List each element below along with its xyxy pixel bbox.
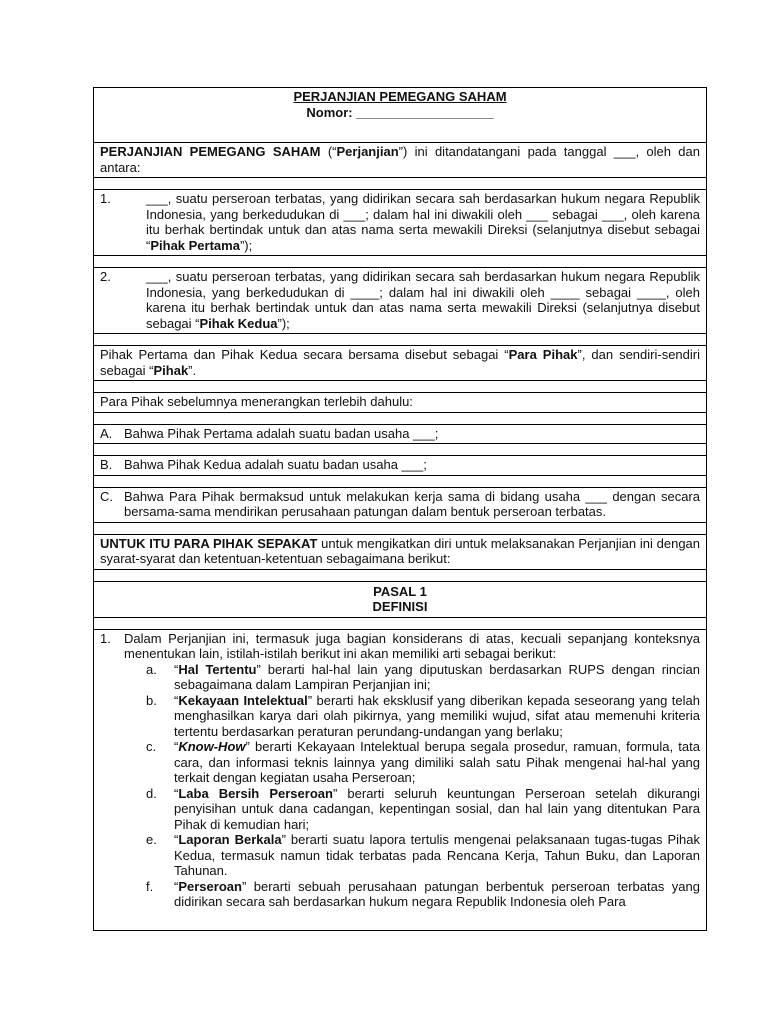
party-two — [94, 268, 706, 334]
recital-intro: Para Pihak sebelumnya menerangkan terlebih dahulu: — [94, 393, 706, 413]
agreement-paragraph: UNTUK ITU PARA PIHAK SEPAKAT untuk mengikatkan diri untuk melaksanakan Perjanjian ini dengan syarat-syarat dan ketentuan-ketentuan sebagaimana berikut: — [94, 535, 706, 570]
spacer-row — [94, 523, 706, 535]
spacer-row — [94, 476, 706, 488]
spacer-row — [94, 178, 706, 190]
spacer-row — [94, 413, 706, 425]
party-two-text: ___, suatu perseroan terbatas, yang didirikan secara sah berdasarkan hukum negara Republik Indonesia, yang berkedudukan di ____; dalam hal ini diwakili oleh ____ sebagai ____, oleh karena itu berhak bertindak untuk dan atas nama serta mewakili Direksi (selanjutnya disebut sebagai “Pihak Kedua”); — [146, 269, 700, 331]
party-one-number: 1. — [100, 191, 111, 206]
pasal-number: PASAL 1 — [373, 583, 427, 599]
para-pihak-paragraph: Pihak Pertama dan Pihak Kedua secara bersama disebut sebagai “Para Pihak”, dan sendiri-sendiri sebagai “Pihak”. — [94, 346, 706, 381]
spacer-row — [94, 381, 706, 393]
title-block — [94, 88, 706, 143]
definition-item: c. “Know-How” berarti Kekayaan Intelektual berupa segala prosedur, ramuan, formula, tata cara, dan informasi teknis lainnya yang dimiliki salah satu Pihak mengenai hal-hal yang terkait dengan kegiatan usaha Perseroan; — [146, 739, 700, 785]
definitions-intro: 1. Dalam Perjanjian ini, termasuk juga bagian konsiderans di atas, kecuali sepanjang konteksnya menentukan lain, istilah-istilah berikut ini akan memiliki arti sebagai berikut: — [100, 630, 700, 661]
spacer-row — [94, 256, 706, 268]
pasal-title: DEFINISI — [372, 599, 428, 614]
spacer-row — [94, 570, 706, 582]
document-page — [93, 87, 707, 931]
definition-item: e. “Laporan Berkala” berarti suatu lapora tertulis mengenai pelaksanaan tugas-tugas Pihak Kedua, termasuk namun tidak terbatas pada Rencana Kerja, Tahun Buku, dan Laporan Tahunan. — [146, 832, 701, 878]
party-two-number: 2. — [100, 269, 111, 284]
document-number: Nomor: ___________________ — [306, 105, 494, 120]
pasal-heading — [94, 582, 706, 618]
recital-b: B. Bahwa Pihak Kedua adalah suatu badan usaha ___; — [94, 456, 706, 476]
spacer-row — [94, 444, 706, 456]
definition-item: b. “Kekayaan Intelektual” berarti hak eksklusif yang diberikan kepada seseorang yang telah menghasilkan karya dari olah pikirnya, yang memiliki wujud, sifat atau memenuhi kriteria tertentu berdasarkan peraturan perundang-undangan yang berlaku; — [146, 692, 700, 739]
definitions-list — [100, 662, 700, 910]
spacer-row — [94, 618, 706, 630]
definition-item: a. “Hal Tertentu” berarti hal-hal lain yang diputuskan berdasarkan RUPS dengan rincian sebagaimana dalam Lampiran Perjanjian ini; — [146, 661, 700, 692]
recital-c: C. Bahwa Para Pihak bermaksud untuk melakukan kerja sama di bidang usaha ___ dengan secara bersama-sama mendirikan perusahaan patungan dalam bentuk perseroan terbatas. — [94, 488, 706, 523]
recital-a: A. Bahwa Pihak Pertama adalah suatu badan usaha ___; — [94, 425, 706, 445]
definition-item: d. “Laba Bersih Perseroan” berarti seluruh keuntungan Perseroan setelah dikurangi penyisihan untuk dana cadangan, kepentingan sosial, dan hal lain yang ditentukan Para Pihak di kemudian hari; — [146, 785, 701, 832]
party-one-text: ___, suatu perseroan terbatas, yang didirikan secara sah berdasarkan hukum negara Republik Indonesia, yang berkedudukan di ___; dalam hal ini diwakili oleh ___ sebagai ___, oleh karena itu berhak bertindak untuk dan atas nama serta mewakili Direksi (selanjutnya disebut sebagai “Pihak Pertama”); — [146, 191, 700, 253]
definitions-section — [94, 630, 706, 912]
spacer-row — [94, 334, 706, 346]
definition-item: f. “Perseroan” berarti sebuah perusahaan patungan berbentuk perseroan terbatas yang didirikan secara sah berdasarkan hukum negara Republik Indonesia oleh Para — [146, 878, 700, 909]
party-one — [94, 190, 706, 256]
document-title: PERJANJIAN PEMEGANG SAHAM — [293, 89, 507, 104]
intro-paragraph: PERJANJIAN PEMEGANG SAHAM (“Perjanjian”) ini ditandatangani pada tanggal ___, oleh dan antara: — [94, 143, 706, 178]
